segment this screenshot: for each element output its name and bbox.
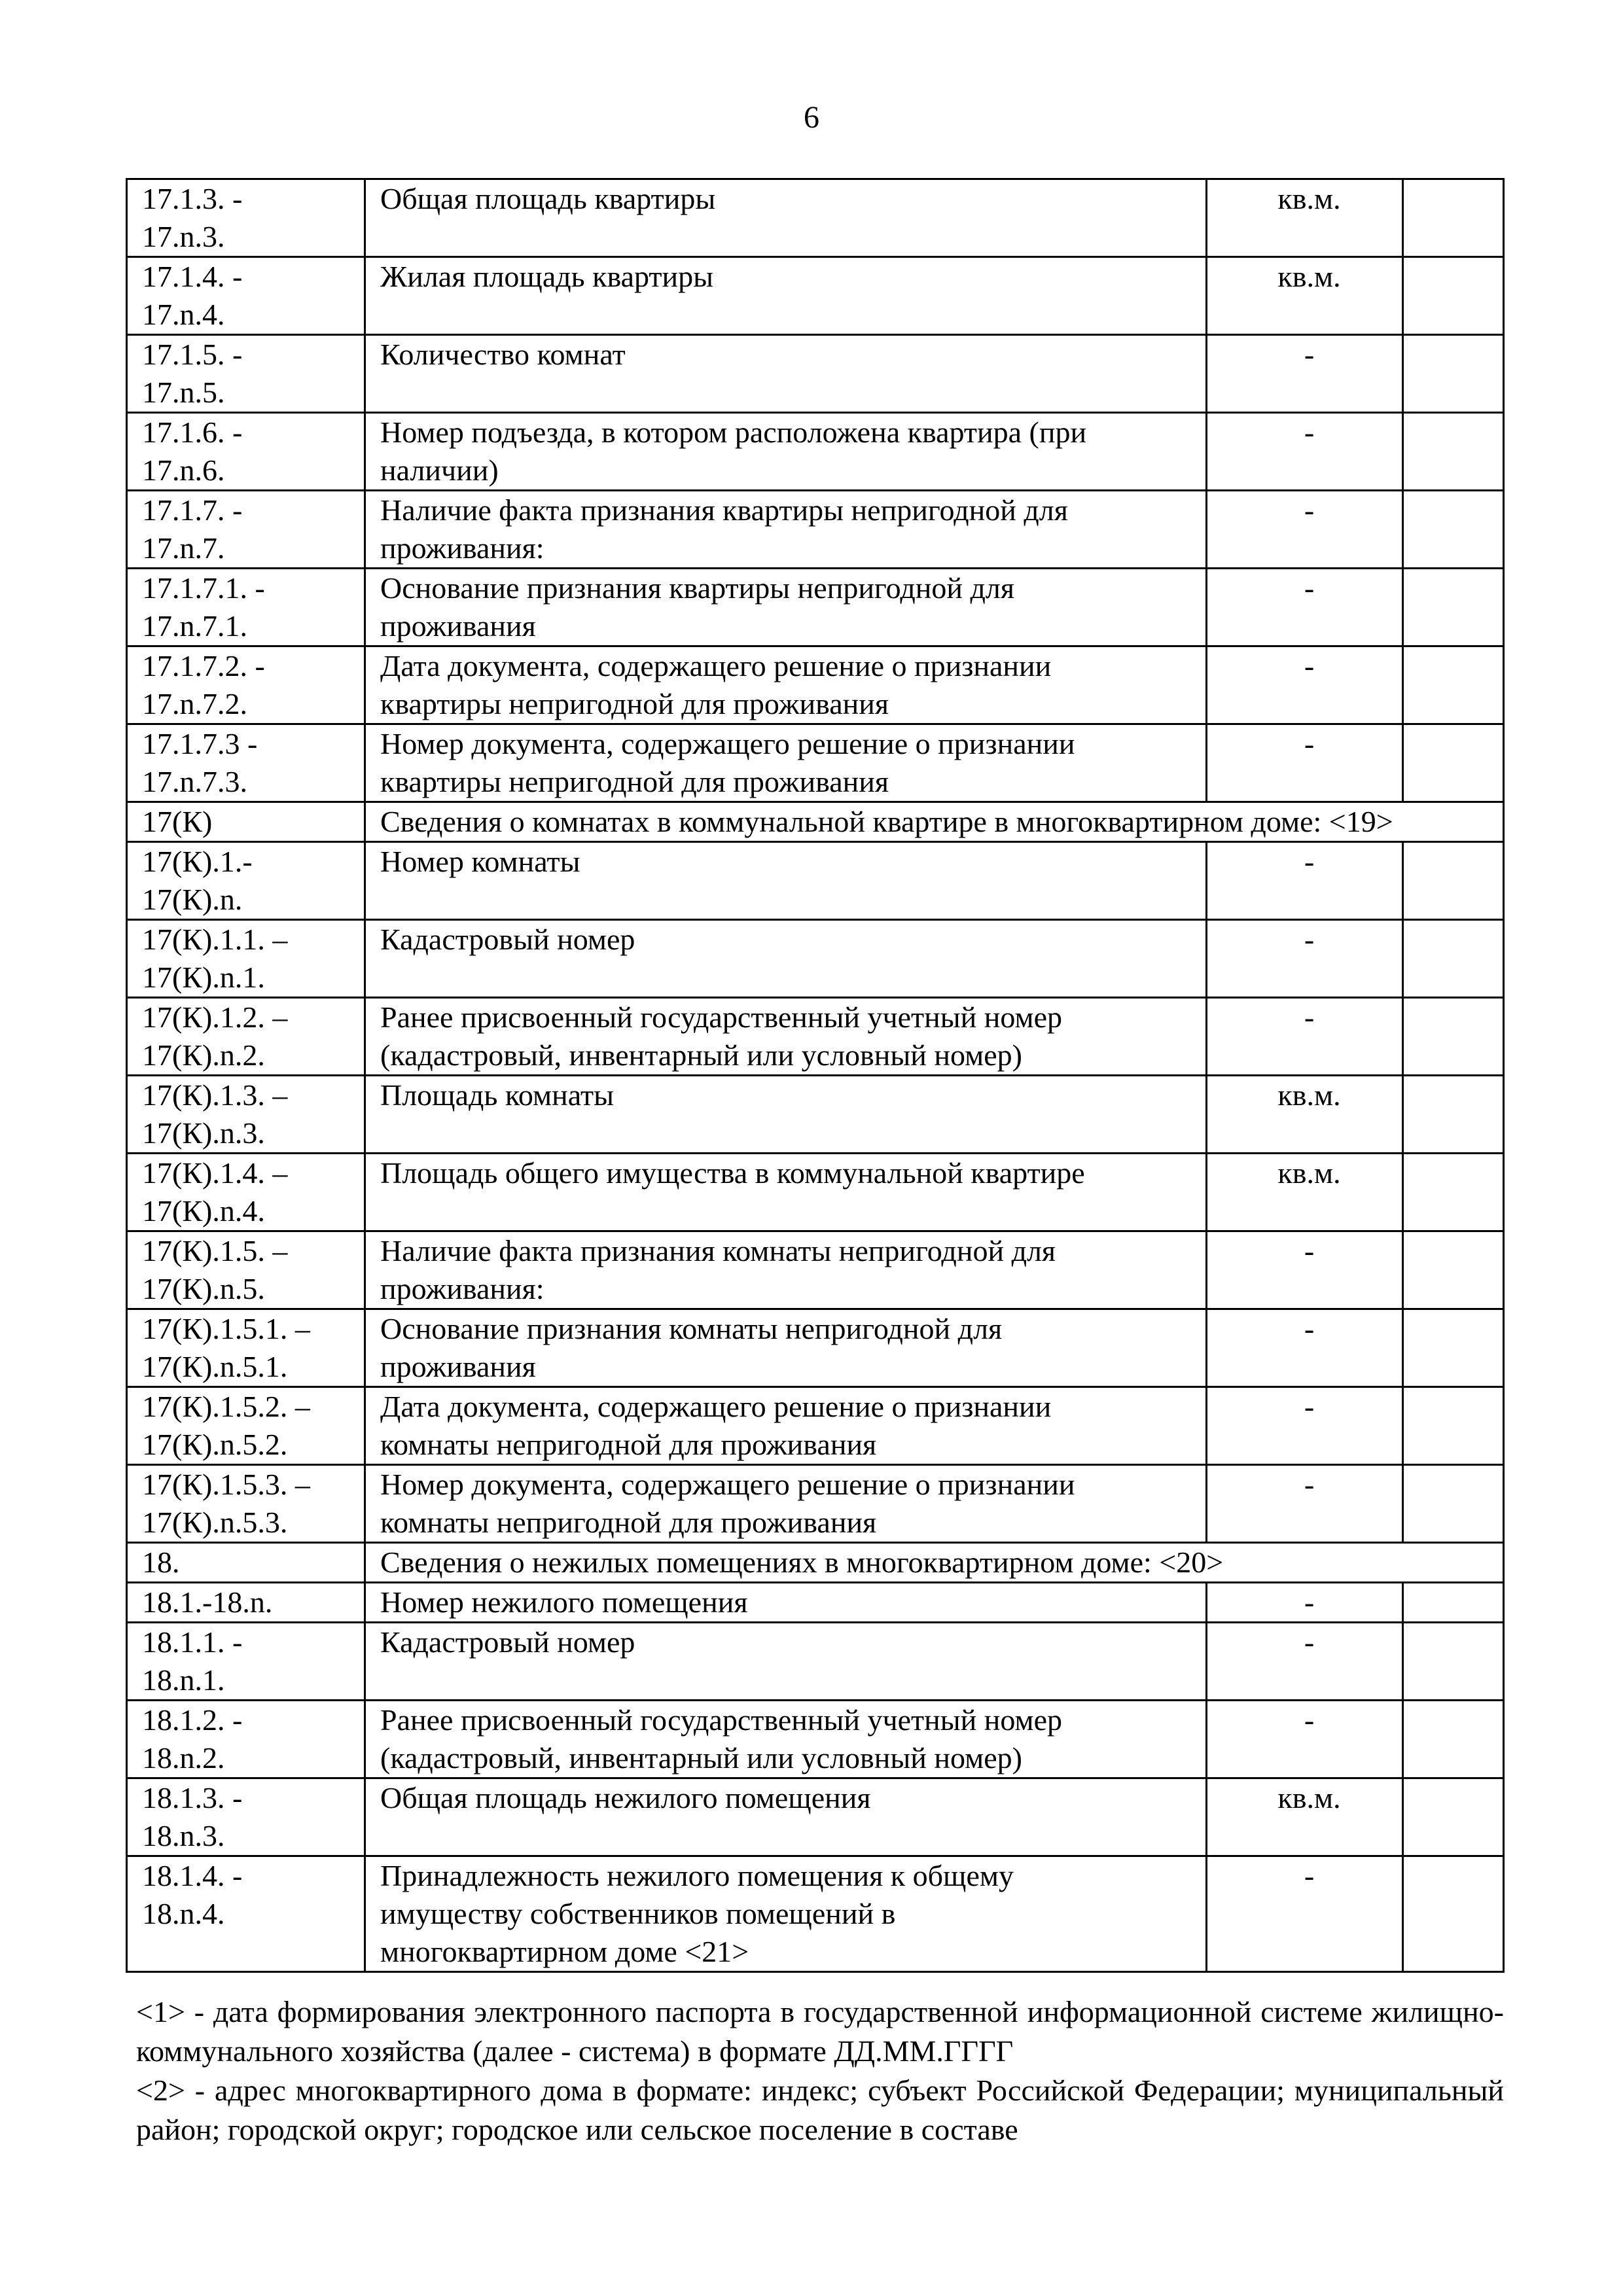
row-unit: - bbox=[1207, 1309, 1403, 1387]
row-number: 17(К).1.4. – 17(К).n.4. bbox=[127, 1154, 365, 1231]
row-description: Количество комнат bbox=[365, 335, 1207, 413]
row-number: 17(К) bbox=[127, 802, 365, 842]
row-value-cell bbox=[1403, 1583, 1504, 1623]
row-number: 17.1.7.3 - 17.n.7.3. bbox=[127, 724, 365, 802]
table-row bbox=[127, 491, 1504, 569]
row-value-cell bbox=[1403, 1387, 1504, 1465]
row-value-cell bbox=[1403, 1076, 1504, 1154]
row-number: 17(К).1.5.3. – 17(К).n.5.3. bbox=[127, 1465, 365, 1543]
row-number: 17.1.7.1. - 17.n.7.1. bbox=[127, 569, 365, 646]
row-unit: - bbox=[1207, 1856, 1403, 1972]
table-row bbox=[127, 257, 1504, 335]
table-row bbox=[127, 569, 1504, 646]
row-number: 17(К).1.5.1. – 17(К).n.5.1. bbox=[127, 1309, 365, 1387]
row-unit: - bbox=[1207, 646, 1403, 724]
row-unit: кв.м. bbox=[1207, 179, 1403, 257]
row-number: 17(К).1.3. – 17(К).n.3. bbox=[127, 1076, 365, 1154]
row-value-cell bbox=[1403, 413, 1504, 491]
row-number: 17.1.5. - 17.n.5. bbox=[127, 335, 365, 413]
section-heading: Сведения о нежилых помещениях в многоквартирном доме: <20> bbox=[365, 1543, 1504, 1583]
row-number: 17(К).1.1. – 17(К).n.1. bbox=[127, 920, 365, 998]
row-value-cell bbox=[1403, 1701, 1504, 1778]
row-value-cell bbox=[1403, 724, 1504, 802]
row-value-cell bbox=[1403, 842, 1504, 920]
row-unit: - bbox=[1207, 1701, 1403, 1778]
table-row bbox=[127, 1076, 1504, 1154]
table-row bbox=[127, 1465, 1504, 1543]
row-value-cell bbox=[1403, 998, 1504, 1076]
row-value-cell bbox=[1403, 179, 1504, 257]
row-description: Жилая площадь квартиры bbox=[365, 257, 1207, 335]
row-description: Ранее присвоенный государственный учетный номер (кадастровый, инвентарный или условный номер) bbox=[365, 1701, 1207, 1778]
table-row bbox=[127, 920, 1504, 998]
row-value-cell bbox=[1403, 569, 1504, 646]
row-description: Принадлежность нежилого помещения к общему имуществу собственников помещений в многоквартирном доме <21> bbox=[365, 1856, 1207, 1972]
table-row bbox=[127, 1387, 1504, 1465]
table-row bbox=[127, 1778, 1504, 1856]
row-unit: - bbox=[1207, 491, 1403, 569]
table-row bbox=[127, 1856, 1504, 1972]
row-description: Общая площадь нежилого помещения bbox=[365, 1778, 1207, 1856]
row-value-cell bbox=[1403, 1856, 1504, 1972]
row-description: Дата документа, содержащего решение о признании квартиры непригодной для проживания bbox=[365, 646, 1207, 724]
row-description: Номер документа, содержащего решение о признании квартиры непригодной для проживания bbox=[365, 724, 1207, 802]
row-unit: - bbox=[1207, 1231, 1403, 1309]
row-value-cell bbox=[1403, 646, 1504, 724]
row-number: 18.1.2. - 18.n.2. bbox=[127, 1701, 365, 1778]
row-unit: - bbox=[1207, 569, 1403, 646]
row-unit: - bbox=[1207, 1465, 1403, 1543]
row-description: Ранее присвоенный государственный учетный номер (кадастровый, инвентарный или условный номер) bbox=[365, 998, 1207, 1076]
row-unit: - bbox=[1207, 724, 1403, 802]
page-number: 6 bbox=[804, 100, 819, 135]
table-row bbox=[127, 335, 1504, 413]
table-row bbox=[127, 724, 1504, 802]
footnotes bbox=[136, 1992, 1504, 2149]
row-unit: - bbox=[1207, 920, 1403, 998]
row-description: Наличие факта признания комнаты непригодной для проживания: bbox=[365, 1231, 1207, 1309]
table-row bbox=[127, 1583, 1504, 1623]
row-unit: - bbox=[1207, 413, 1403, 491]
row-number: 18.1.4. - 18.n.4. bbox=[127, 1856, 365, 1972]
row-description: Основание признания квартиры непригодной для проживания bbox=[365, 569, 1207, 646]
row-value-cell bbox=[1403, 335, 1504, 413]
row-unit: - bbox=[1207, 335, 1403, 413]
row-number: 17(К).1.5.2. – 17(К).n.5.2. bbox=[127, 1387, 365, 1465]
row-number: 17.1.6. - 17.n.6. bbox=[127, 413, 365, 491]
table-row bbox=[127, 179, 1504, 257]
row-description: Площадь общего имущества в коммунальной квартире bbox=[365, 1154, 1207, 1231]
row-unit: кв.м. bbox=[1207, 257, 1403, 335]
row-value-cell bbox=[1403, 1309, 1504, 1387]
row-description: Кадастровый номер bbox=[365, 920, 1207, 998]
table-row bbox=[127, 842, 1504, 920]
row-description: Наличие факта признания квартиры непригодной для проживания: bbox=[365, 491, 1207, 569]
row-description: Дата документа, содержащего решение о признании комнаты непригодной для проживания bbox=[365, 1387, 1207, 1465]
row-description: Площадь комнаты bbox=[365, 1076, 1207, 1154]
row-number: 18.1.1. - 18.n.1. bbox=[127, 1623, 365, 1701]
row-number: 18. bbox=[127, 1543, 365, 1583]
table-row bbox=[127, 413, 1504, 491]
row-description: Номер документа, содержащего решение о признании комнаты непригодной для проживания bbox=[365, 1465, 1207, 1543]
row-number: 17.1.7.2. - 17.n.7.2. bbox=[127, 646, 365, 724]
row-number: 17.1.7. - 17.n.7. bbox=[127, 491, 365, 569]
table-row bbox=[127, 1701, 1504, 1778]
row-value-cell bbox=[1403, 257, 1504, 335]
row-number: 17(К).1.- 17(К).n. bbox=[127, 842, 365, 920]
row-value-cell bbox=[1403, 920, 1504, 998]
footnote-2: <2> - адрес многоквартирного дома в формате: индекс; субъект Российской Федерации; муниципальный район; городской округ; городское или сельское поселение в составе bbox=[136, 2074, 1504, 2146]
row-description: Номер нежилого помещения bbox=[365, 1583, 1207, 1623]
row-description: Основание признания комнаты непригодной для проживания bbox=[365, 1309, 1207, 1387]
row-number: 17.1.3. - 17.n.3. bbox=[127, 179, 365, 257]
row-number: 18.1.3. - 18.n.3. bbox=[127, 1778, 365, 1856]
row-description: Номер подъезда, в котором расположена квартира (при наличии) bbox=[365, 413, 1207, 491]
table-row bbox=[127, 1623, 1504, 1701]
row-value-cell bbox=[1403, 1154, 1504, 1231]
row-unit: кв.м. bbox=[1207, 1154, 1403, 1231]
table-row bbox=[127, 646, 1504, 724]
table-row bbox=[127, 1309, 1504, 1387]
row-unit: - bbox=[1207, 842, 1403, 920]
row-number: 18.1.-18.n. bbox=[127, 1583, 365, 1623]
row-value-cell bbox=[1403, 1465, 1504, 1543]
row-value-cell bbox=[1403, 491, 1504, 569]
row-description: Кадастровый номер bbox=[365, 1623, 1207, 1701]
row-unit: - bbox=[1207, 1623, 1403, 1701]
row-description: Общая площадь квартиры bbox=[365, 179, 1207, 257]
table-row bbox=[127, 1231, 1504, 1309]
table-section-row bbox=[127, 802, 1504, 842]
row-unit: - bbox=[1207, 998, 1403, 1076]
row-unit: кв.м. bbox=[1207, 1076, 1403, 1154]
passport-table bbox=[126, 178, 1505, 1973]
row-number: 17(К).1.5. – 17(К).n.5. bbox=[127, 1231, 365, 1309]
table-row bbox=[127, 998, 1504, 1076]
section-heading: Сведения о комнатах в коммунальной квартире в многоквартирном доме: <19> bbox=[365, 802, 1504, 842]
row-unit: кв.м. bbox=[1207, 1778, 1403, 1856]
row-unit: - bbox=[1207, 1583, 1403, 1623]
row-unit: - bbox=[1207, 1387, 1403, 1465]
footnote-1: <1> - дата формирования электронного паспорта в государственной информационной системе жилищно-коммунального хозяйства (далее - система) в формате ДД.ММ.ГГГГ bbox=[136, 1995, 1504, 2068]
row-value-cell bbox=[1403, 1623, 1504, 1701]
row-value-cell bbox=[1403, 1778, 1504, 1856]
row-description: Номер комнаты bbox=[365, 842, 1207, 920]
row-number: 17(К).1.2. – 17(К).n.2. bbox=[127, 998, 365, 1076]
table-section-row bbox=[127, 1543, 1504, 1583]
row-value-cell bbox=[1403, 1231, 1504, 1309]
table-row bbox=[127, 1154, 1504, 1231]
row-number: 17.1.4. - 17.n.4. bbox=[127, 257, 365, 335]
